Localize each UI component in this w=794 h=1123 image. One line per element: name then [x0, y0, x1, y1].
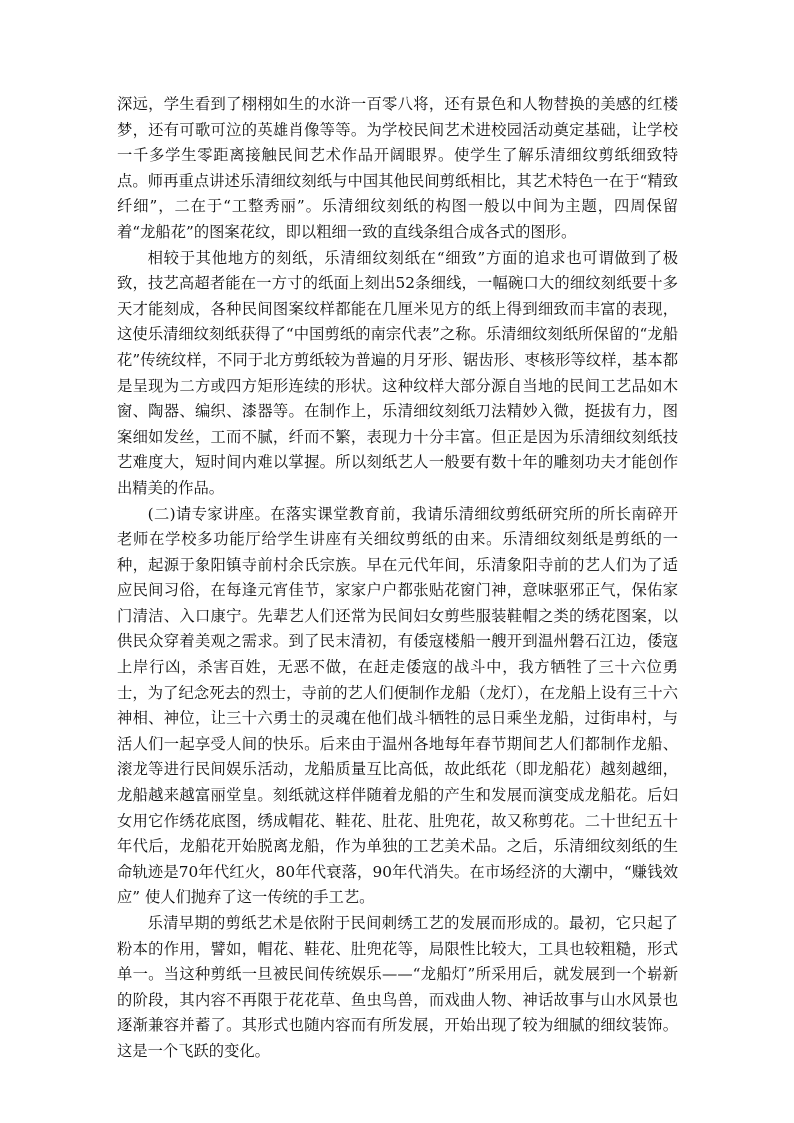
document-body — [117, 92, 678, 1065]
paragraph-expert-lecture: (二)请专家讲座。在落实课堂教育前，我请乐清细纹剪纸研究所的所长南碎开老师在学校多功能厅给学生讲座有关细纹剪纸的由来。乐清细纹刻纸是剪纸的一种，起源于象阳镇寺前村余氏宗族。早在元代年间，乐清象阳寺前的艺人们为了适应民间习俗，在每逢元宵佳节，家家户户都张贴花窗门神，意味驱邪正气，保佑家门清洁、入口康宁。先辈艺人们还常为民间妇女剪些服装鞋帽之类的绣花图案，以供民众穿着美观之需求。到了民末清初，有倭寇楼船一艘开到温州磐石江边，倭寇上岸行凶，杀害百姓，无恶不做，在赶走倭寇的战斗中，我方牺牲了三十六位勇士，为了纪念死去的烈士，寺前的艺人们便制作龙船（龙灯），在龙船上设有三十六神相、神位，让三十六勇士的灵魂在他们战斗牺牲的忌日乘坐龙船，过街串村，与活人们一起享受人间的快乐。后来由于温州各地每年春节期间艺人们都制作龙船、滚龙等进行民间娱乐活动，龙船质量互比高低，故此纸花（即龙船花）越刻越细，龙船越来越富丽堂皇。刻纸就这样伴随着龙船的产生和发展而演变成龙船花。后妇女用它作绣花底图，绣成帽花、鞋花、肚花、肚兜花，故又称剪花。二十世纪五十年代后，龙船花开始脱离龙船，作为单独的工艺美术品。之后，乐清细纹刻纸的生命轨迹是70年代红火，80年代衰落，90年代消失。在市场经济的大潮中，“赚钱效应” 使人们抛弃了这一传统的手工艺。 — [117, 504, 678, 907]
paragraph-early-history: 乐清早期的剪纸艺术是依附于民间刺绣工艺的发展而形成的。最初，它只起了粉本的作用，譬如，帽花、鞋花、肚兜花等，局限性比较大，工具也较粗糙，形式单一。当这种剪纸一旦被民间传统娱乐——“龙船灯”所采用后，就发展到一个崭新的阶段，其内容不再限于花花草、鱼虫鸟兽，而戏曲人物、神话故事与山水风景也逐渐兼容并蓄了。其形式也随内容而有所发展，开始出现了较为细腻的细纹装饰。这是一个飞跃的变化。 — [117, 914, 678, 1060]
paragraph-paper-cutting-detail: 相较于其他地方的刻纸，乐清细纹刻纸在“细致”方面的追求也可谓做到了极致，技艺高超者能在一方寸的纸面上刻出52条细线，一幅碗口大的细纹刻纸要十多天才能刻成，各种民间图案纹样都能在几厘米见方的纸上得到细致而丰富的表现，这使乐清细纹刻纸获得了“中国剪纸的南宗代表”之称。乐清细纹刻纸所保留的“龙船花”传统纹样，不同于北方剪纸较为普遍的月牙形、锯齿形、枣核形等纹样，基本都是呈现为二方或四方矩形连续的形状。这种纹样大部分源自当地的民间工艺品如木窗、陶器、编织、漆器等。在制作上，乐清细纹刻纸刀法精妙入微，挺拔有力，图案细如发丝，工而不腻，纤而不繁，表现力十分丰富。但正是因为乐清细纹刻纸技艺难度大，短时间内难以掌握。所以刻纸艺人一般要有数十年的雕刻功夫才能创作出精美的作品。 — [117, 248, 678, 497]
paragraph-continuation: 深远，学生看到了栩栩如生的水浒一百零八将，还有景色和人物替换的美感的红楼梦，还有可歌可泣的英雄肖像等等。为学校民间艺术进校园活动奠定基础，让学校一千多学生零距离接触民间艺术作品开阔眼界。使学生了解乐清细纹剪纸细致特点。师再重点讲述乐清细纹刻纸与中国其他民间剪纸相比，其艺术特色一在于“精致纤细”，二在于“工整秀丽”。乐清细纹刻纸的构图一般以中间为主题，四周保留着“龙船花”的图案花纹，即以粗细一致的直线条组合成各式的图形。 — [117, 95, 678, 241]
